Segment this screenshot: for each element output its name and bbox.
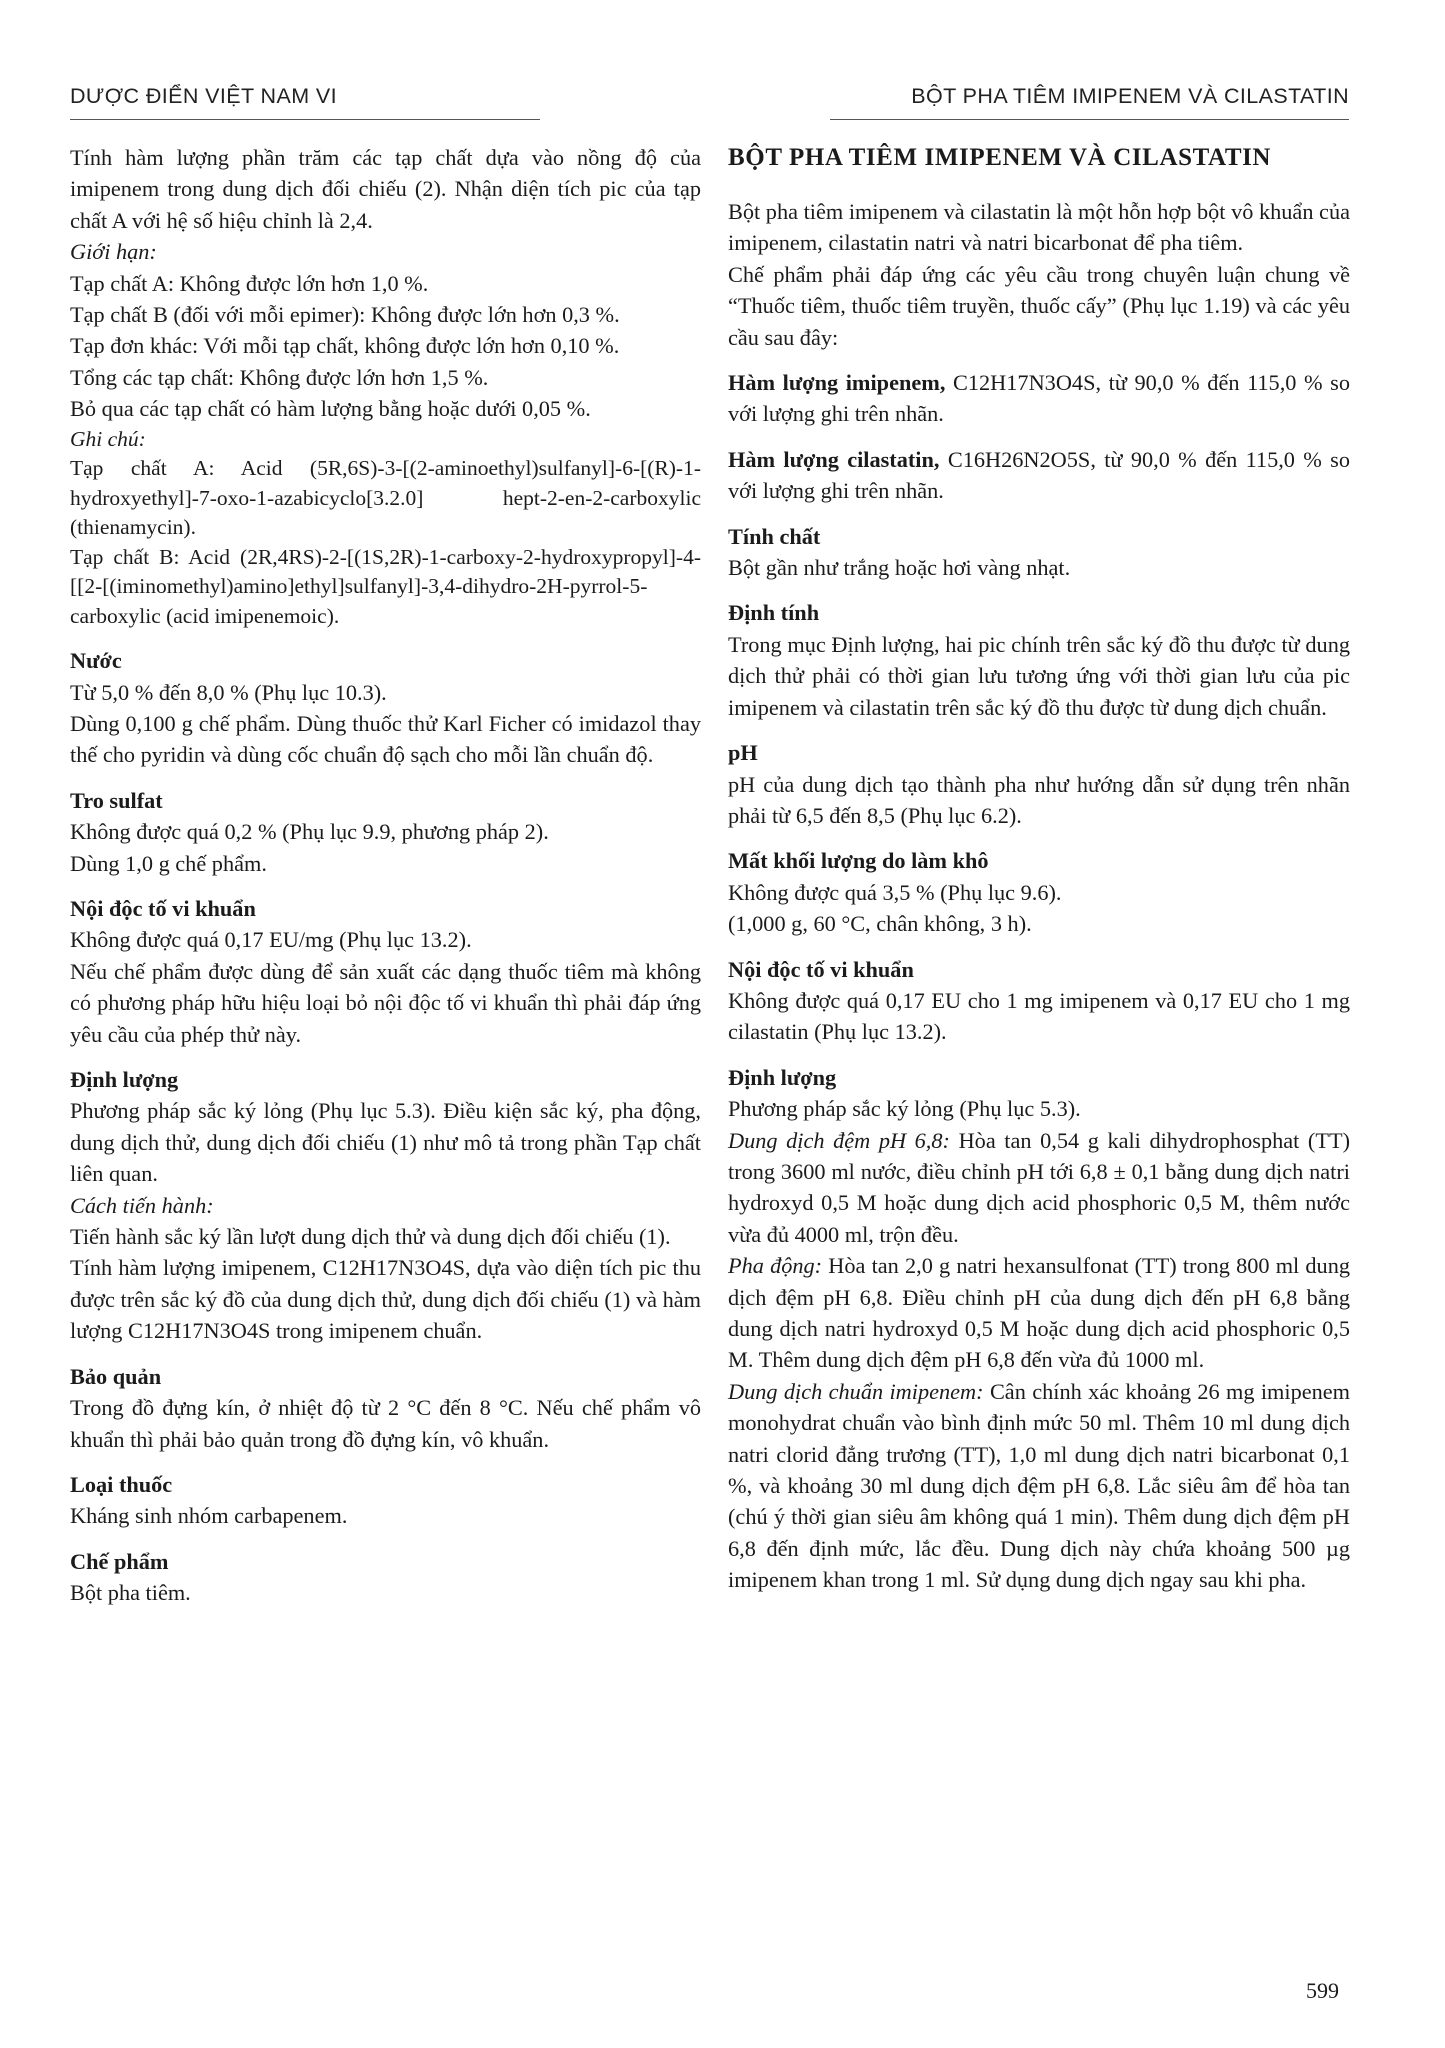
endotoxin-note: Nếu chế phẩm được dùng để sản xuất các dạng thuốc tiêm mà không có phương pháp hữu hiệu loại bỏ nội độc tố vi khuẩn thì phải đáp ứng yêu cầu của phép thử này. xyxy=(70,958,701,1047)
preparations-heading: Chế phẩm xyxy=(70,1548,169,1574)
buffer-label: Dung dịch đệm pH 6,8: xyxy=(728,1127,950,1153)
endotoxin-limit-right: Không được quá 0,17 EU cho 1 mg imipenem và 0,17 EU cho 1 mg cilastatin (Phụ lục 13.2). xyxy=(728,987,1350,1045)
water-heading: Nước xyxy=(70,648,122,674)
assay-calculation: Tính hàm lượng imipenem, C12H17N3O4S, dựa vào diện tích pic thu được trên sắc ký đồ của dung dịch thử, dung dịch đối chiếu (1) và hàm lượng C12H17N3O4S trong imipenem chuẩn. xyxy=(70,1255,701,1344)
limit-other-impurity: Tạp đơn khác: Với mỗi tạp chất, không được lớn hơn 0,10 %. xyxy=(70,333,620,359)
header-rule-left xyxy=(70,119,540,120)
storage-heading: Bảo quản xyxy=(70,1363,162,1389)
drug-class-text: Kháng sinh nhóm carbapenem. xyxy=(70,1503,348,1529)
content-cilastatin-formula: C16H26N2O5S xyxy=(947,446,1091,472)
buffer-solution xyxy=(728,1125,1350,1251)
properties-text: Bột gần như trắng hoặc hơi vàng nhạt. xyxy=(728,555,1071,581)
page-number: 599 xyxy=(1306,1978,1339,2003)
left-column xyxy=(70,142,701,1609)
content-cilastatin-text: , từ 90,0 % đến 115,0 % so với lượng ghi trên nhãn. xyxy=(728,446,1351,504)
water-limit: Từ 5,0 % đến 8,0 % (Phụ lục 10.3). xyxy=(70,679,387,705)
sulfated-ash-sample: Dùng 1,0 g chế phẩm. xyxy=(70,850,267,876)
mobile-phase xyxy=(728,1250,1350,1376)
note-impurity-b: Tạp chất B: Acid (2R,4RS)-2-[(1S,2R)-1-carboxy-2-hydroxypropyl]-4-[[2-[(iminomethyl)amino]ethyl]sulfanyl]-3,4-dihydro-2H-pyrrol-5-carboxylic (acid imipenemoic). xyxy=(70,544,701,628)
assay-procedure-label: Cách tiến hành: xyxy=(70,1192,214,1218)
intro-requirements: Chế phẩm phải đáp ứng các yêu cầu trong chuyên luận chung về “Thuốc tiêm, thuốc tiêm truyền, thuốc cấy” (Phụ lục 1.19) và các yêu cầu sau đây: xyxy=(728,261,1350,350)
right-column xyxy=(728,142,1350,1596)
content-imipenem-text: , từ 90,0 % đến 115,0 % so với lượng ghi trên nhãn. xyxy=(728,370,1350,427)
storage-text: Trong đồ đựng kín, ở nhiệt độ từ 2 °C đến 8 °C. Nếu chế phẩm vô khuẩn thì phải bảo quản trong đồ đựng kín, vô khuẩn. xyxy=(70,1395,701,1452)
content-cilastatin xyxy=(728,444,1350,507)
running-header-left: DƯỢC ĐIỂN VIỆT NAM VI xyxy=(70,84,337,108)
content-cilastatin-label: Hàm lượng cilastatin, xyxy=(728,446,940,472)
header-rule-right xyxy=(830,119,1349,120)
loss-on-drying-heading: Mất khối lượng do làm khô xyxy=(728,848,989,874)
endotoxin-heading-right: Nội độc tố vi khuẩn xyxy=(728,956,914,982)
content-imipenem-label: Hàm lượng imipenem, xyxy=(728,370,946,396)
note-impurity-a: Tạp chất A: Acid (5R,6S)-3-[(2-aminoethyl)sulfanyl]-6-[(R)-1-hydroxyethyl]-7-oxo-1-azabicyclo[3.2.0] hept-2-en-2-carboxylic (thienamycin). xyxy=(70,456,701,540)
ph-heading: pH xyxy=(728,740,758,766)
note-label: Ghi chú: xyxy=(70,426,146,451)
buffer-text: Hòa tan 0,54 g kali dihydrophosphat (TT) trong 3600 ml nước, điều chỉnh pH tới 6,8 ± 0,1 bằng dung dịch natri hydroxyd 0,5 M hoặc dung dịch acid phosphoric 0,5 M, thêm nước vừa đủ 4000 ml, trộn đều. xyxy=(728,1127,1351,1247)
drug-class-heading: Loại thuốc xyxy=(70,1471,173,1497)
identification-heading: Định tính xyxy=(728,600,820,626)
sulfated-ash-limit: Không được quá 0,2 % (Phụ lục 9.9, phương pháp 2). xyxy=(70,819,549,845)
assay-heading-right: Định lượng xyxy=(728,1064,837,1090)
intro-definition: Bột pha tiêm imipenem và cilastatin là một hỗn hợp bột vô khuẩn của imipenem, cilastatin natri và natri bicarbonat để pha tiêm. xyxy=(728,199,1350,256)
preparations-text: Bột pha tiêm. xyxy=(70,1580,191,1606)
running-header-right: BỘT PHA TIÊM IMIPENEM VÀ CILASTATIN xyxy=(911,84,1349,108)
sulfated-ash-heading: Tro sulfat xyxy=(70,787,163,813)
mobile-phase-label: Pha động: xyxy=(728,1253,823,1279)
water-method: Dùng 0,100 g chế phẩm. Dùng thuốc thử Karl Ficher có imidazol thay thế cho pyridin và dùng cốc chuẩn độ sạch cho mỗi lần chuẩn độ. xyxy=(70,710,701,768)
standard-solution xyxy=(728,1376,1350,1596)
loss-on-drying-conditions: (1,000 g, 60 °C, chân không, 3 h). xyxy=(728,911,1032,937)
identification-text: Trong mục Định lượng, hai pic chính trên sắc ký đồ thu được từ dung dịch thử phải có thời gian lưu tương ứng với thời gian lưu của pic imipenem và cilastatin trên sắc ký đồ thu được từ dung dịch chuẩn. xyxy=(728,631,1350,720)
assay-method-right: Phương pháp sắc ký lỏng (Phụ lục 5.3). xyxy=(728,1096,1081,1122)
standard-solution-label: Dung dịch chuẩn imipenem: xyxy=(728,1378,984,1404)
standard-solution-text: Cân chính xác khoảng 26 mg imipenem monohydrat chuẩn vào bình định mức 50 ml. Thêm 10 ml dung dịch natri clorid đẳng trương (TT), 1,0 ml dung dịch natri bicarbonat 0,1 %, và khoảng 30 ml dung dịch đệm pH 6,8. Lắc siêu âm để hòa tan (chú ý thời gian siêu âm không quá 1 min). Thêm dung dịch đệm pH 6,8 đến định mức, lắc đều. Dung dịch này chứa khoảng 500 µg imipenem khan trong 1 ml. Sử dụng dung dịch ngay sau khi pha. xyxy=(728,1378,1351,1593)
ph-text: pH của dung dịch tạo thành pha như hướng dẫn sử dụng trên nhãn phải từ 6,5 đến 8,5 (Phụ lục 6.2). xyxy=(728,771,1350,828)
assay-procedure: Tiến hành sắc ký lần lượt dung dịch thử và dung dịch đối chiếu (1). xyxy=(70,1224,671,1250)
limits-label: Giới hạn: xyxy=(70,239,157,265)
endotoxin-heading: Nội độc tố vi khuẩn xyxy=(70,896,256,921)
assay-heading: Định lượng xyxy=(70,1067,179,1093)
content-imipenem-formula: C12H17N3O4S xyxy=(953,370,1096,396)
limit-disregard: Bỏ qua các tạp chất có hàm lượng bằng hoặc dưới 0,05 %. xyxy=(70,396,591,422)
limit-total-impurities: Tổng các tạp chất: Không được lớn hơn 1,5 %. xyxy=(70,364,489,390)
loss-on-drying-limit: Không được quá 3,5 % (Phụ lục 9.6). xyxy=(728,879,1062,905)
limit-impurity-b: Tạp chất B (đối với mỗi epimer): Không được lớn hơn 0,3 %. xyxy=(70,302,620,328)
assay-method: Phương pháp sắc ký lỏng (Phụ lục 5.3). Điều kiện sắc ký, pha động, dung dịch thử, dung dịch đối chiếu (1) như mô tả trong phần Tạp chất liên quan. xyxy=(70,1098,701,1187)
endotoxin-limit: Không được quá 0,17 EU/mg (Phụ lục 13.2). xyxy=(70,927,472,953)
content-imipenem xyxy=(728,367,1350,430)
monograph-title: BỘT PHA TIÊM IMIPENEM VÀ CILASTATIN xyxy=(728,144,1272,171)
mobile-phase-text: Hòa tan 2,0 g natri hexansulfonat (TT) trong 800 ml dung dịch đệm pH 6,8. Điều chỉnh pH của dung dịch đến pH 6,8 bằng dung dịch natri hydroxyd 0,5 M hoặc dung dịch acid phosphoric 0,5 M. Thêm dung dịch đệm pH 6,8 đến vừa đủ 1000 ml. xyxy=(728,1253,1351,1373)
impurity-calc-text: Tính hàm lượng phần trăm các tạp chất dựa vào nồng độ của imipenem trong dung dịch đối chiếu (2). Nhận diện tích pic của tạp chất A với hệ số hiệu chỉnh là 2,4. xyxy=(70,145,701,233)
limit-impurity-a: Tạp chất A: Không được lớn hơn 1,0 %. xyxy=(70,270,429,296)
properties-heading: Tính chất xyxy=(728,523,821,549)
